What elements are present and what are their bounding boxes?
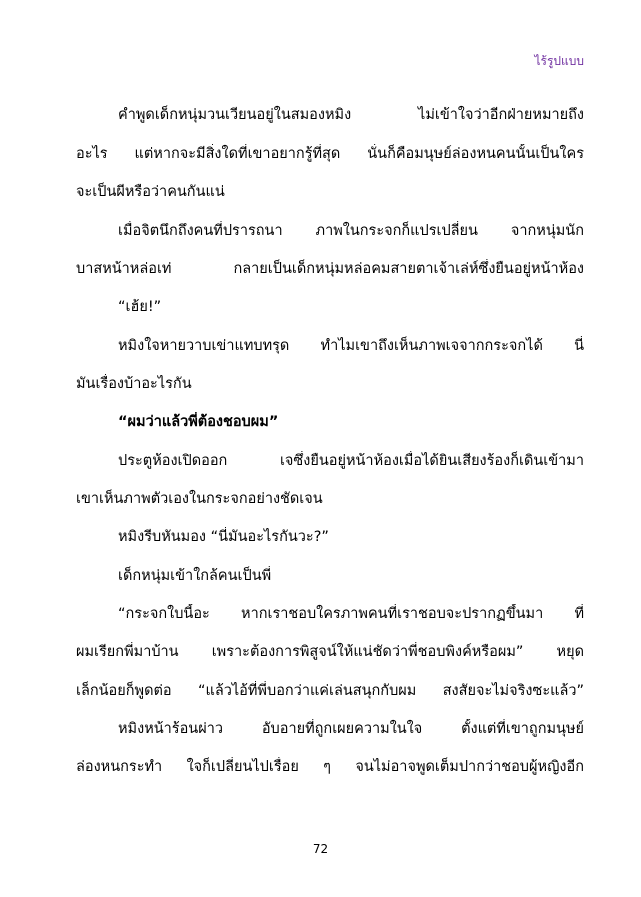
text-line: บาสหน้าหล่อเท่ กลายเป็นเด็กหนุ่มหล่อคมสายตาเจ้าเล่ห์ซึ่งยืนอยู่หน้าห้อง <box>76 261 584 277</box>
running-header: ไร้รูปแบบ <box>534 54 584 68</box>
text-line: เด็กหนุ่มเข้าใกล้คนเป็นพี่ <box>118 568 272 584</box>
text-line: หมิงรีบหันมอง “นี่มันอะไรกันวะ?” <box>118 529 329 545</box>
text-line: ประตูห้องเปิดออก เจซึ่งยืนอยู่หน้าห้องเมื่อได้ยินเสียงร้องก็เดินเข้ามา <box>118 453 584 469</box>
text-line: เล็กน้อยก็พูดต่อ “แล้วไอ้ที่พี่บอกว่าแค่เล่นสนุกกับผม สงสัยจะไม่จริงซะแล้ว” <box>76 683 584 699</box>
text-line: ผมเรียกพี่มาบ้าน เพราะต้องการพิสูจน์ให้แน่ชัดว่าพี่ชอบพิงค์หรือผม” หยุด <box>76 644 584 660</box>
text-line: จะเป็นผีหรือว่าคนกันแน่ <box>76 184 225 200</box>
text-line: อะไร แต่หากจะมีสิ่งใดที่เขาอยากรู้ที่สุด นั่นก็คือมนุษย์ล่องหนคนนั้นเป็นใคร <box>76 146 584 162</box>
text-line: หมิงหน้าร้อนผ่าว อับอายที่ถูกเผยความในใจ ตั้งแต่ที่เขาถูกมนุษย์ <box>118 721 584 737</box>
text-line: มันเรื่องบ้าอะไรกัน <box>76 376 192 392</box>
text-line: หมิงใจหายวาบเข่าแทบทรุด ทำไมเขาถึงเห็นภาพเจจากกระจกได้ นี่ <box>118 338 584 354</box>
page-number: 72 <box>312 842 329 856</box>
text-line: “กระจกใบนี้อะ หากเราชอบใครภาพคนที่เราชอบจะปรากฏขึ้นมา ที่ <box>118 606 584 622</box>
text-line: คำพูดเด็กหนุ่มวนเวียนอยู่ในสมองหมิง ไม่เข้าใจว่าอีกฝ่ายหมายถึง <box>118 107 584 123</box>
text-line: “เฮ้ย!” <box>118 299 162 315</box>
text-line: ล่องหนกระทำ ใจก็เปลี่ยนไปเรื่อย ๆ จนไม่อาจพูดเต็มปากว่าชอบผู้หญิงอีก <box>76 759 584 775</box>
text-line-bold: “ผมว่าแล้วพี่ต้องชอบผม” <box>118 414 279 430</box>
text-line: เมื่อจิตนึกถึงคนที่ปรารถนา ภาพในกระจกก็แปรเปลี่ยน จากหนุ่มนัก <box>118 223 584 239</box>
text-line: เขาเห็นภาพตัวเองในกระจกอย่างชัดเจน <box>76 491 323 507</box>
